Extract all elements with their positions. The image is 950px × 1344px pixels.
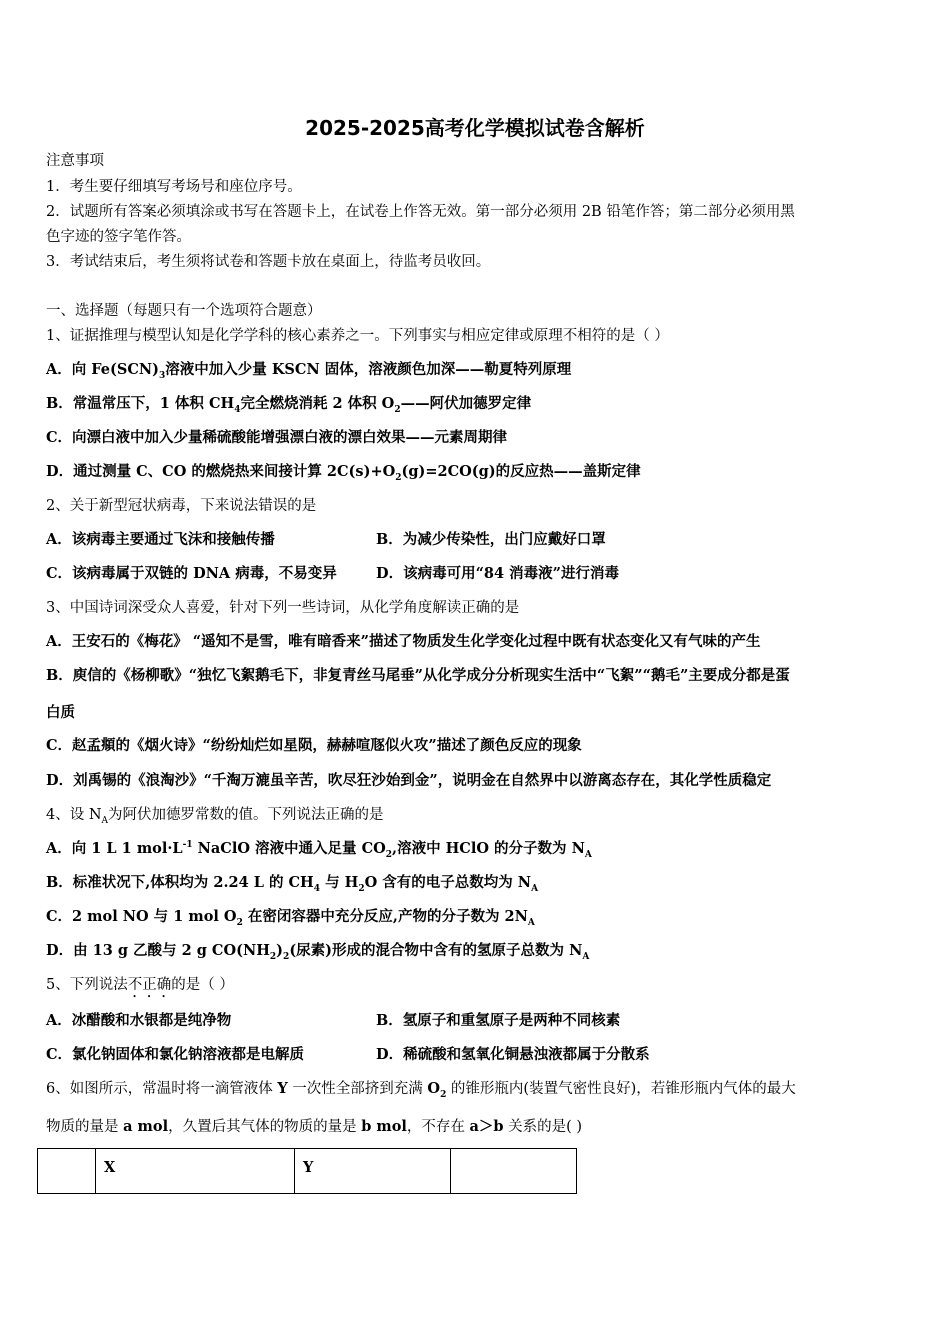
table-header-y: Y bbox=[295, 1149, 451, 1194]
q2-option-b: B．为减少传染性，出门应戴好口罩 bbox=[376, 531, 606, 548]
q1-option-d: D．通过测量 C、CO 的燃烧热来间接计算 $2C(s)+O_2(g)=2CO(g)$的反应热——盖斯定律 bbox=[46, 463, 641, 483]
q4-stem: 4、设 $N_A$为阿伏加德罗常数的值。下列说法正确的是 bbox=[46, 807, 384, 826]
q5-option-c: C．氯化钠固体和氯化钠溶液都是电解质 bbox=[46, 1046, 305, 1063]
notice-item-2: 2．试题所有答案必须填涂或书写在答题卡上，在试卷上作答无效。第一部分必须用 2B 铅笔作答；第二部分必须用黑 bbox=[46, 204, 795, 220]
q6-stem-line1: 6、如图所示，常温时将一滴管液体 Y 一次性全部挤到充满 $O_2$ 的锥形瓶内(装置气密性良好)，若锥形瓶内气体的最大 bbox=[46, 1080, 796, 1100]
q3-stem: 3、中国诗词深受众人喜爱，针对下列一些诗词，从化学角度解读正确的是 bbox=[46, 600, 520, 616]
q4-option-a: A．向 1 L 1 $mol\cdot L^{-1}$ NaClO 溶液中通入足量 $CO_2$,溶液中 HClO 的分子数为 $N_A$ bbox=[46, 840, 592, 860]
q1-option-c: C．向漂白液中加入少量稀硫酸能增强漂白液的漂白效果——元素周期律 bbox=[46, 429, 508, 446]
notice-item-2-cont: 色字迹的签字笔作答。 bbox=[46, 229, 191, 245]
section-heading: 一、选择题（每题只有一个选项符合题意） bbox=[46, 303, 322, 319]
notice-item-1: 1．考生要仔细填写考场号和座位序号。 bbox=[46, 179, 302, 195]
q1-option-a: A．向 $Fe(SCN)_3$溶液中加入少量 KSCN 固体，溶液颜色加深——勒夏特列原理 bbox=[46, 361, 572, 381]
table-cell-blank-2 bbox=[451, 1149, 577, 1194]
table-header-row bbox=[38, 1149, 577, 1194]
q5-option-b: B．氢原子和重氢原子是两种不同核素 bbox=[376, 1012, 621, 1029]
q4-option-d: D．由 13 g 乙酸与 2 g $CO(NH_2)_2$(尿素)形成的混合物中含有的氢原子总数为 $N_A$ bbox=[46, 942, 590, 962]
q2-option-a: A．该病毒主要通过飞沫和接触传播 bbox=[46, 531, 275, 548]
q3-option-b: B．庾信的《杨柳歌》“独忆飞絮鹅毛下，非复青丝马尾垂”从化学成分分析现实生活中“飞絮”“鹅毛”主要成分都是蛋 bbox=[46, 667, 790, 684]
q1-stem: 1、证据推理与模型认知是化学学科的核心素养之一。下列事实与相应定律或原理不相符的是（ ） bbox=[46, 328, 669, 344]
table-header-x: X bbox=[96, 1149, 295, 1194]
q5-option-d: D．稀硫酸和氢氧化铜悬浊液都属于分散系 bbox=[376, 1046, 650, 1063]
notice-heading: 注意事项 bbox=[46, 153, 104, 169]
q3-option-b-cont: 白质 bbox=[46, 704, 75, 721]
q5-stem: 5、下列说法不正确的是（ ） bbox=[46, 977, 234, 993]
q4-option-b: B．标准状况下,体积均为 2.24 L 的 $CH_4$ 与 $H_2O$ 含有的电子总数均为 $N_A$ bbox=[46, 874, 539, 894]
q3-option-c: C．赵孟頫的《烟火诗》“纷纷灿烂如星陨，赫赫喧豗似火攻”描述了颜色反应的现象 bbox=[46, 737, 582, 754]
q2-option-d: D．该病毒可用“84 消毒液”进行消毒 bbox=[376, 565, 619, 582]
q2-stem: 2、关于新型冠状病毒，下来说法错误的是 bbox=[46, 498, 317, 514]
q4-option-c: C．2 mol NO 与 1 mol $O_2$ 在密闭容器中充分反应,产物的分子数为 $2N_A$ bbox=[46, 908, 535, 928]
q1-option-b: B．常温常压下，1 体积 $CH_4$完全燃烧消耗 2 体积 $O_2——$阿伏加德罗定律 bbox=[46, 395, 532, 415]
emphasis-not-correct: 不正确 bbox=[127, 977, 172, 993]
notice-item-3: 3．考试结束后，考生须将试卷和答题卡放在桌面上，待监考员收回。 bbox=[46, 254, 491, 270]
q3-option-a: A．王安石的《梅花》 “遥知不是雪，唯有暗香来”描述了物质发生化学变化过程中既有状态变化又有气味的产生 bbox=[46, 633, 761, 650]
q5-option-a: A．冰醋酸和水银都是纯净物 bbox=[46, 1012, 232, 1029]
q2-option-c: C．该病毒属于双链的 DNA 病毒，不易变异 bbox=[46, 565, 337, 582]
q6-stem-line2: 物质的量是 a mol，久置后其气体的物质的量是 b mol，不存在 a＞b 关系的是( ) bbox=[46, 1118, 583, 1135]
q3-option-d: D．刘禹锡的《浪淘沙》“千淘万漉虽辛苦，吹尽狂沙始到金”，说明金在自然界中以游离态存在，其化学性质稳定 bbox=[46, 772, 772, 789]
q6-table bbox=[37, 1148, 577, 1194]
page-title: 2025-2025高考化学模拟试卷含解析 bbox=[305, 116, 645, 140]
table-cell-blank-1 bbox=[38, 1149, 96, 1194]
